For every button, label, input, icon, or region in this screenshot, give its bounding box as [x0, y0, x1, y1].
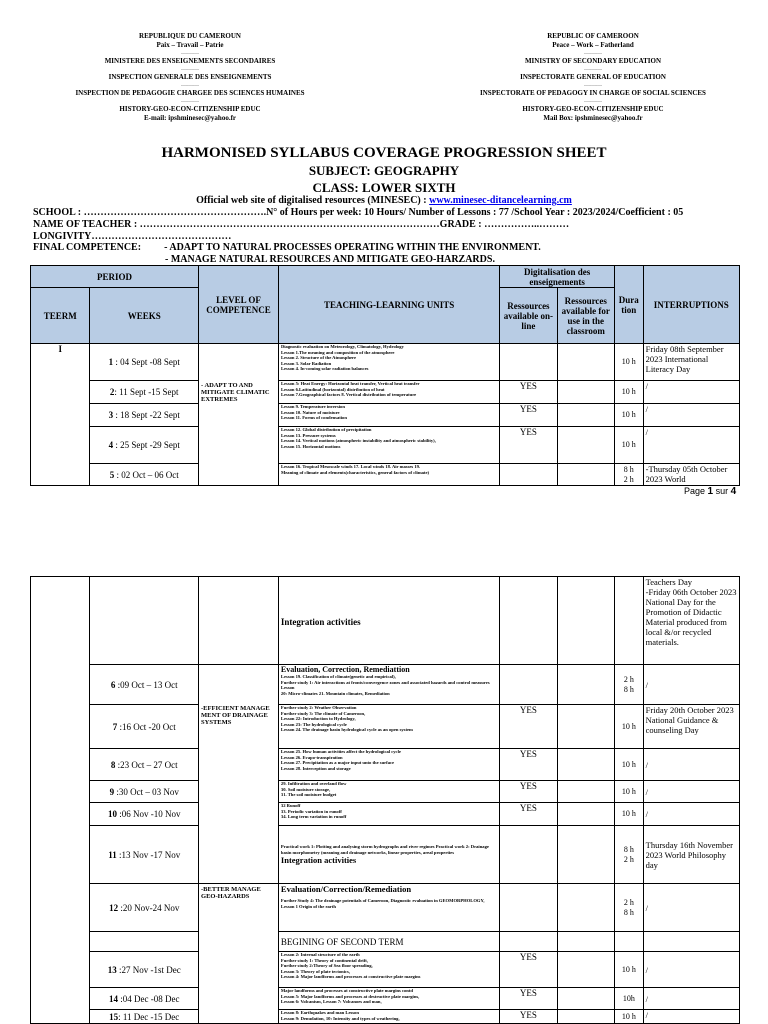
- website-link[interactable]: www.minesec-ditancelearning.cm: [429, 195, 572, 206]
- interruption-cell: Teachers Day -Friday 06th October 2023 National Day for the Promotion of Didactic Material produced from local &/or recycled materials.: [643, 577, 739, 665]
- lessons-cell: Further study 2: Weather Observation Further study 3: The climate of Cameroon, Lesson 22: Introduction to Hydrology, Lesson 23: The hydrological cycle Lesson 24. The drainage basin hydrological cycle as an open system: [278, 705, 499, 749]
- lessons-cell: Diagnostic evaluation on Meteorology, Climatology, Hydrology Lesson 1.The meaning and composition of the atmosphere Lesson 2. Structure of the Atmosphere Lesson 3. Solar Radiation Lesson 4. In-coming solar radiation balances: [278, 344, 499, 381]
- duration-cell: 10 h: [614, 381, 643, 404]
- header-motto: Paix – Travail – Patrie: [156, 41, 224, 49]
- duration-cell: 10 h: [614, 803, 643, 826]
- table-row: [31, 952, 740, 988]
- classroom-cell: [557, 826, 614, 884]
- classroom-cell: [557, 749, 614, 781]
- header-dash: ………: [584, 50, 602, 56]
- interruption-cell: /: [643, 427, 739, 464]
- website-line: [0, 195, 768, 206]
- term-cell: [31, 577, 90, 1024]
- weeks-header: WEEKS: [90, 288, 199, 344]
- longivity-line: LONGIVITY……………………………………: [33, 231, 232, 242]
- interruptions-header: INTERRUPTIONS: [643, 266, 739, 344]
- interruption-cell: /: [643, 988, 739, 1010]
- online-cell: YES: [500, 803, 557, 826]
- lessons-cell: Lesson 8: Earthquakes and man Lesson Lesson 9: Denudation, 10: Intensity and types of weathering,: [278, 1010, 499, 1024]
- table-row: [31, 665, 740, 705]
- header-country: REPUBLIQUE DU CAMEROUN: [139, 32, 241, 40]
- lessons-cell: Major landforms and processes at constructive plate margins contd Lesson 5: Major landforms and processes at destructive plate margins, Lesson 6: Volcanism, Lesson 7: Volcanoes and man,: [278, 988, 499, 1010]
- interruption-cell: Thursday 16th November 2023 World Philosophy day: [643, 826, 739, 884]
- classroom-cell: [557, 705, 614, 749]
- header-email: E-mail: ipshminesec@yahoo.fr: [143, 114, 237, 122]
- duration-header: Dura tion: [614, 266, 643, 344]
- duration-cell: 8 h 2 h: [614, 826, 643, 884]
- header-dash: ………: [584, 82, 602, 88]
- interruption-cell: /: [643, 665, 739, 705]
- online-cell: YES: [500, 749, 557, 781]
- header-dash: ………: [181, 50, 199, 56]
- duration-cell: 10 h: [614, 749, 643, 781]
- online-cell: YES: [500, 988, 557, 1010]
- classroom-cell: [557, 381, 614, 404]
- classroom-cell: [557, 952, 614, 988]
- table-row: [31, 464, 740, 486]
- duration-cell: 10 h: [614, 404, 643, 427]
- duration-cell: 10 h: [614, 427, 643, 464]
- header-email: Mail Box: ipshminesec@yahoo.fr: [543, 114, 643, 122]
- duration-cell: [614, 577, 643, 665]
- classroom-cell: [557, 884, 614, 932]
- classroom-cell: [557, 427, 614, 464]
- interruption-cell: /: [643, 1010, 739, 1024]
- table-row: [31, 884, 740, 932]
- table-row: [31, 803, 740, 826]
- duration-cell: 10h: [614, 988, 643, 1010]
- competence-line: [33, 242, 541, 253]
- classroom-cell: [557, 404, 614, 427]
- duration-cell: 10 h: [614, 952, 643, 988]
- interruption-cell: /: [643, 381, 739, 404]
- week-cell: [90, 577, 199, 665]
- classroom-cell: [557, 803, 614, 826]
- header-right-english: [443, 32, 743, 123]
- digital-header: Digitalisation des enseignements: [500, 266, 615, 288]
- duration-cell: 10 h: [614, 1010, 643, 1024]
- online-header: Ressources available on-line: [500, 288, 557, 344]
- header-pedagogy: INSPECTION DE PEDAGOGIE CHARGEE DES SCIENCES HUMAINES: [75, 89, 305, 97]
- week-cell: 10 :06 Nov -10 Nov: [90, 803, 199, 826]
- classroom-cell: [557, 665, 614, 705]
- table-row: [31, 749, 740, 781]
- table-row: [31, 988, 740, 1010]
- header-dash: ………: [181, 82, 199, 88]
- interruption-cell: /: [643, 884, 739, 932]
- school-line: SCHOOL : ……………………………………………….N° of Hours per week: 10 Hours/ Number of Lessons : 77 /School Year : 2023/2024/Coefficient : 05: [33, 207, 684, 218]
- online-cell: YES: [500, 781, 557, 803]
- header-pedagogy: INSPECTORATE OF PEDAGOGY IN CHARGE OF SOCIAL SCIENCES: [480, 89, 706, 97]
- week-cell: 8 :23 Oct – 27 Oct: [90, 749, 199, 781]
- competence-cell: - ADAPT TO AND MITIGATE CLIMATIC EXTREMES: [199, 344, 279, 486]
- week-cell: 3 : 18 Sept -22 Sept: [90, 404, 199, 427]
- progression-table-page1: [30, 265, 740, 486]
- online-cell: YES: [500, 1010, 557, 1024]
- week-cell: 11 :13 Nov -17 Nov: [90, 826, 199, 884]
- progression-table-page2: [30, 576, 740, 1024]
- header-dash: ………: [584, 66, 602, 72]
- duration-cell: 8 h 2 h: [614, 464, 643, 486]
- lessons-cell: Lesson 16. Tropical Mesoscale winds 17. Local winds 18. Air masses 19. Meaning of climate and elements(characteristics, general factors of climate): [278, 464, 499, 486]
- lessons-cell: Lesson 2: Internal structure of the earth Further study 1: Theory of continental drift, Further study 2:Theory of Sea floor spreading, Lesson 3: Theory of plate tectonics, Lesson 4: Major landforms and processes at constructive plate margins: [278, 952, 499, 988]
- duration-cell: 10 h: [614, 781, 643, 803]
- classroom-cell: [557, 464, 614, 486]
- classroom-cell: [557, 1010, 614, 1024]
- online-cell: [500, 665, 557, 705]
- competence-cell: -EFFICIENT MANAGE MENT OF DRAINAGE SYSTEMS: [199, 665, 279, 884]
- term-cell: I: [31, 344, 90, 486]
- week-cell: 14 :04 Dec -08 Dec: [90, 988, 199, 1010]
- lessons-cell: Lesson 25. How human activities affect the hydrological cycle Lesson 26. Evapo-transpiration Lesson 27. Precipitation as a major input unto the surface Lesson 28. Interception and storage: [278, 749, 499, 781]
- classroom-cell: [557, 988, 614, 1010]
- interruption-cell: /: [643, 803, 739, 826]
- competence-label: FINAL COMPETENCE:: [33, 242, 142, 253]
- lessons-cell: Lesson 9. Temperature inversion Lesson 10. Nature of moisture Lesson 11. Forms of condensation: [278, 404, 499, 427]
- lessons-cell: 29. Infiltration and overland flow 30. Soil moisture storage, 31. The soil moisture budget: [278, 781, 499, 803]
- interruption-cell: Friday 20th October 2023 National Guidance & counseling Day: [643, 705, 739, 749]
- level-header: LEVEL OF COMPETENCE: [199, 266, 279, 344]
- week-cell: 2: 11 Sept -15 Sept: [90, 381, 199, 404]
- week-cell: 5 : 02 Oct – 06 Oct: [90, 464, 199, 486]
- header-ministry: MINISTRY OF SECONDARY EDUCATION: [524, 57, 662, 65]
- online-cell: [500, 577, 557, 665]
- interruption-cell: -Thursday 05th October 2023 World: [643, 464, 739, 486]
- online-cell: [500, 464, 557, 486]
- interruption-cell: /: [643, 749, 739, 781]
- classroom-cell: [557, 932, 614, 952]
- page-number: Page 1 sur 4: [684, 486, 737, 497]
- competence-2: - MANAGE NATURAL RESOURCES AND MITIGATE GEO-HARZARDS.: [165, 254, 495, 265]
- teacher-line: NAME OF TEACHER : ………………………………………………………………………………GRADE : ……………..………: [33, 219, 570, 230]
- period-header: PERIOD: [31, 266, 199, 288]
- week-cell: 6 :09 Oct – 13 Oct: [90, 665, 199, 705]
- header-dash: ………: [584, 98, 602, 104]
- term-header: TEERM: [31, 288, 90, 344]
- week-cell: 7 :16 Oct -20 Oct: [90, 705, 199, 749]
- week-cell: [90, 932, 199, 952]
- week-cell: 13 :27 Nov -1st Dec: [90, 952, 199, 988]
- table-row: [31, 932, 740, 952]
- lessons-cell: Evaluation/Correction/Remediation Further Study 4: The drainage potentials of Cameroon, Diagnostic evaluation in GEOMORPHOLOGY, Lesson 1 Origin of the earth: [278, 884, 499, 932]
- classroom-header: Ressources available for use in the classroom: [557, 288, 614, 344]
- header-inspection: INSPECTORATE GENERAL OF EDUCATION: [520, 73, 666, 81]
- second-term-label: BEGINING OF SECOND TERM: [278, 932, 499, 952]
- header-ministry: MINISTERE DES ENSEIGNEMENTS SECONDAIRES: [104, 57, 276, 65]
- header-left-french: [40, 32, 340, 123]
- lessons-cell: Practical work 1: Plotting and analysing storm hydrographs and river regimes Practical work 2: Drainage basin morphometry (meaning and drainage networks, linear properties, areal properties Integration activities: [278, 826, 499, 884]
- week-cell: 4 : 25 Sept -29 Sept: [90, 427, 199, 464]
- interruption-cell: /: [643, 404, 739, 427]
- interruption-cell: Friday 08th September 2023 International Literacy Day: [643, 344, 739, 381]
- table-row: [31, 427, 740, 464]
- header-dash: ………: [181, 98, 199, 104]
- classroom-cell: [557, 344, 614, 381]
- online-cell: YES: [500, 705, 557, 749]
- header-inspection: INSPECTION GENERALE DES ENSEIGNEMENTS: [108, 73, 272, 81]
- table-row: [31, 1010, 740, 1024]
- online-cell: [500, 884, 557, 932]
- online-cell: YES: [500, 427, 557, 464]
- table-row: [31, 781, 740, 803]
- online-cell: [500, 932, 557, 952]
- header-dept: HISTORY-GEO-ECON-CITIZENSHIP EDUC: [522, 105, 664, 113]
- lessons-cell: 32 Runoff 33. Periodic variation in runoff 34. Long term variation in runoff: [278, 803, 499, 826]
- week-cell: 15: 11 Dec -15 Dec: [90, 1010, 199, 1024]
- interruption-cell: [643, 932, 739, 952]
- header-dash: ………: [181, 66, 199, 72]
- table-row: [31, 404, 740, 427]
- week-cell: 9 :30 Oct – 03 Nov: [90, 781, 199, 803]
- competence-cell: [199, 577, 279, 665]
- competence-1: - ADAPT TO NATURAL PROCESSES OPERATING WITHIN THE ENVIRONMENT.: [164, 242, 541, 253]
- header-country: REPUBLIC OF CAMEROON: [547, 32, 639, 40]
- online-cell: YES: [500, 952, 557, 988]
- duration-cell: [614, 932, 643, 952]
- table-row: [31, 826, 740, 884]
- classroom-cell: [557, 577, 614, 665]
- class-title: CLASS: LOWER SIXTH: [312, 180, 456, 195]
- duration-cell: 10 h: [614, 705, 643, 749]
- subject-title: SUBJECT: GEOGRAPHY: [308, 163, 460, 178]
- online-cell: [500, 344, 557, 381]
- lessons-cell: Integration activities: [278, 577, 499, 665]
- week-cell: 12 :20 Nov-24 Nov: [90, 884, 199, 932]
- header-dept: HISTORY-GEO-ECON-CITIZENSHIP EDUC: [119, 105, 261, 113]
- online-cell: YES: [500, 381, 557, 404]
- competence-cell: -BETTER MANAGE GEO-HAZARDS: [199, 884, 279, 1024]
- website-label: Official web site of digitalised resources (MINESEC) :: [196, 195, 430, 206]
- table-row: [31, 705, 740, 749]
- table-row: [31, 344, 740, 381]
- interruption-cell: /: [643, 952, 739, 988]
- units-header: TEACHING-LEARNING UNITS: [278, 266, 499, 344]
- classroom-cell: [557, 781, 614, 803]
- interruption-cell: /: [643, 781, 739, 803]
- online-cell: YES: [500, 404, 557, 427]
- duration-cell: 10 h: [614, 344, 643, 381]
- duration-cell: 2 h 8 h: [614, 665, 643, 705]
- table-row: [31, 577, 740, 665]
- week-cell: 1 : 04 Sept -08 Sept: [90, 344, 199, 381]
- document-title: HARMONISED SYLLABUS COVERAGE PROGRESSION SHEET: [161, 145, 607, 161]
- lessons-cell: Evaluation, Correction, Remediattion Lesson 19. Classification of climate(genetic and empirical), Further study 1: Air interactions at fronts/convergence zones and associated hazards and control measures Lesson 20: Micro-climates 21. Mountain climates, Remediation: [278, 665, 499, 705]
- lessons-cell: Lesson 5: Heat Energy: Horizontal heat transfer, Vertical heat transfer Lesson 6.Latitudinal (horizontal) distribution of heat Lesson 7.Geographical factors 8. Vertical distribution of temperature: [278, 381, 499, 404]
- duration-cell: 2 h 8 h: [614, 884, 643, 932]
- online-cell: [500, 826, 557, 884]
- table-row: [31, 381, 740, 404]
- header-motto: Peace – Work – Fatherland: [552, 41, 634, 49]
- lessons-cell: Lesson 12. Global distribution of precipitation Lesson 13. Pressure systems Lesson 14. Vertical motions (atmospheric instability and atmospheric stability), Lesson 15. Horizontal motions: [278, 427, 499, 464]
